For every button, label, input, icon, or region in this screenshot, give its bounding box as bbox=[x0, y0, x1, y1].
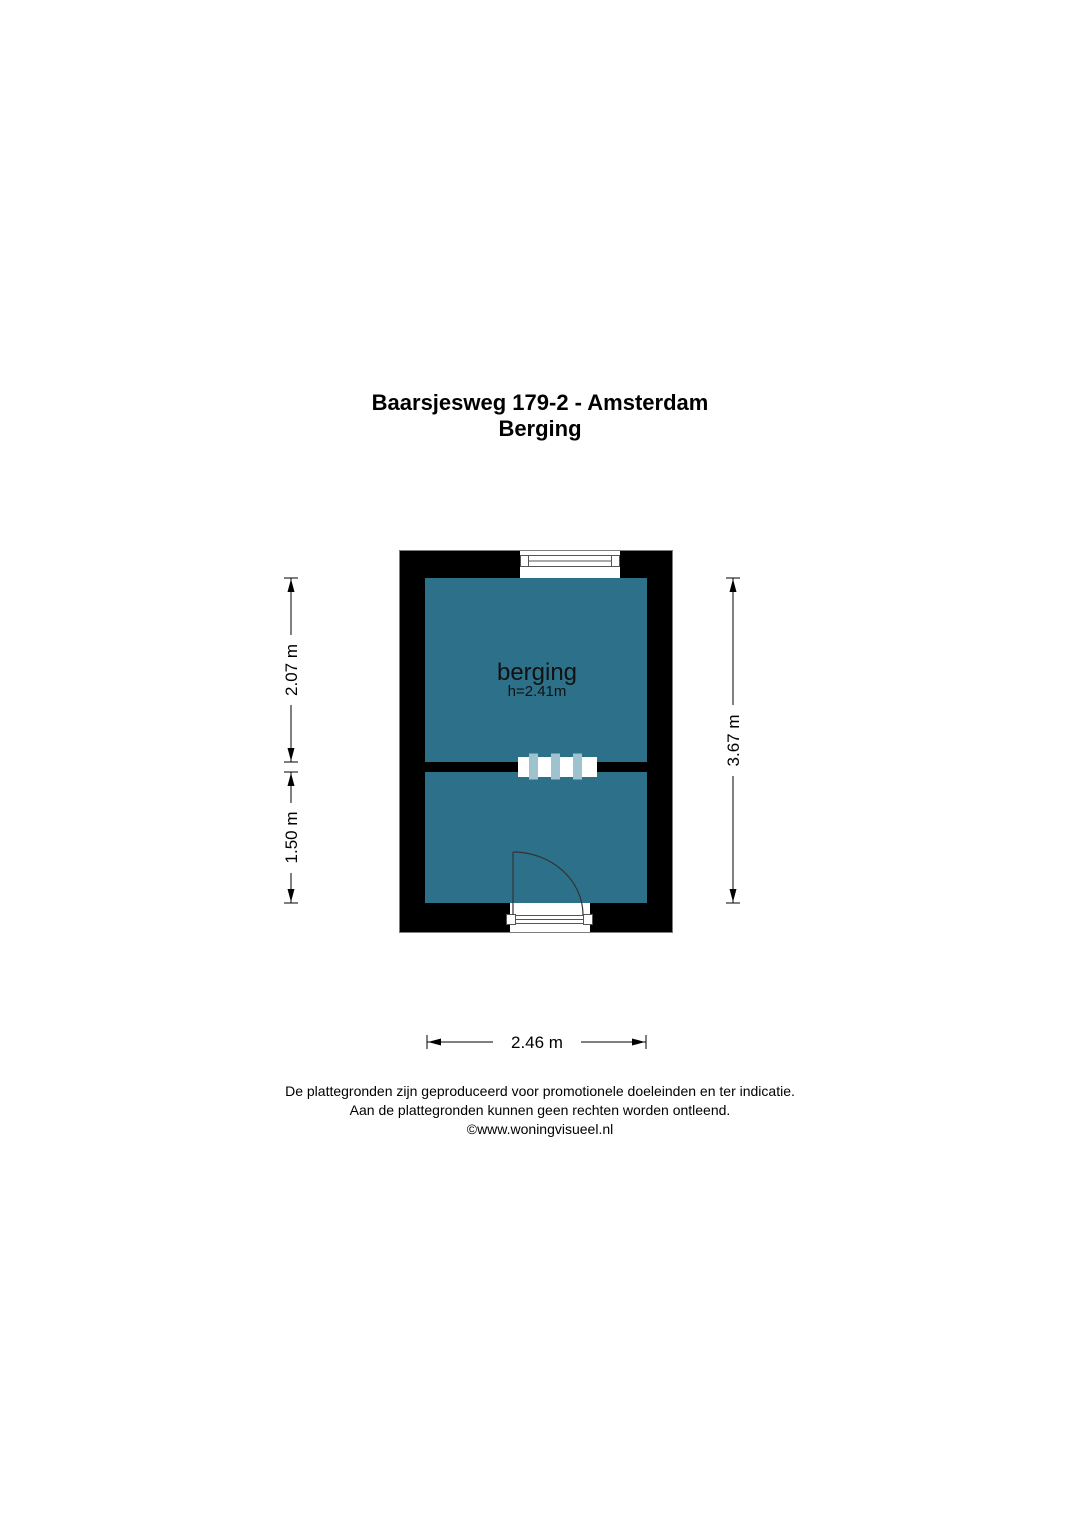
window-jamb-right bbox=[612, 556, 620, 567]
title-address: Baarsjesweg 179-2 - Amsterdam bbox=[371, 390, 709, 415]
footer-disclaimer bbox=[0, 1082, 1080, 1139]
dimension-label: 3.67 m bbox=[724, 714, 743, 767]
dimension-right bbox=[722, 578, 744, 903]
dimension-left-bottom bbox=[280, 772, 302, 903]
room-name-label: berging bbox=[496, 659, 578, 686]
title-floor: Berging bbox=[498, 416, 582, 441]
dimension-label: 2.46 m bbox=[511, 1033, 563, 1052]
room-area bbox=[425, 578, 647, 903]
footer-line-2: Aan de plattegronden kunnen geen rechten worden ontleend. bbox=[349, 1102, 731, 1118]
dimension-label: 2.07 m bbox=[282, 644, 301, 696]
door-jamb-left bbox=[507, 915, 516, 925]
partition-glass-tab bbox=[573, 754, 582, 780]
dimension-bottom bbox=[427, 1032, 646, 1052]
footer-line-1: De plattegronden zijn geproduceerd voor promotionele doeleinden en ter indicatie. bbox=[285, 1083, 795, 1099]
door-jamb-right bbox=[584, 915, 593, 925]
window-jamb-left bbox=[521, 556, 529, 567]
dimension-left-top bbox=[280, 578, 302, 762]
footer-line-3: ©www.woningvisueel.nl bbox=[466, 1121, 614, 1137]
partition-glass-tab bbox=[529, 754, 538, 780]
dimension-label: 1.50 m bbox=[282, 811, 301, 864]
room-height-label: h=2.41m bbox=[507, 683, 567, 700]
partition-glass-tab bbox=[551, 754, 560, 780]
